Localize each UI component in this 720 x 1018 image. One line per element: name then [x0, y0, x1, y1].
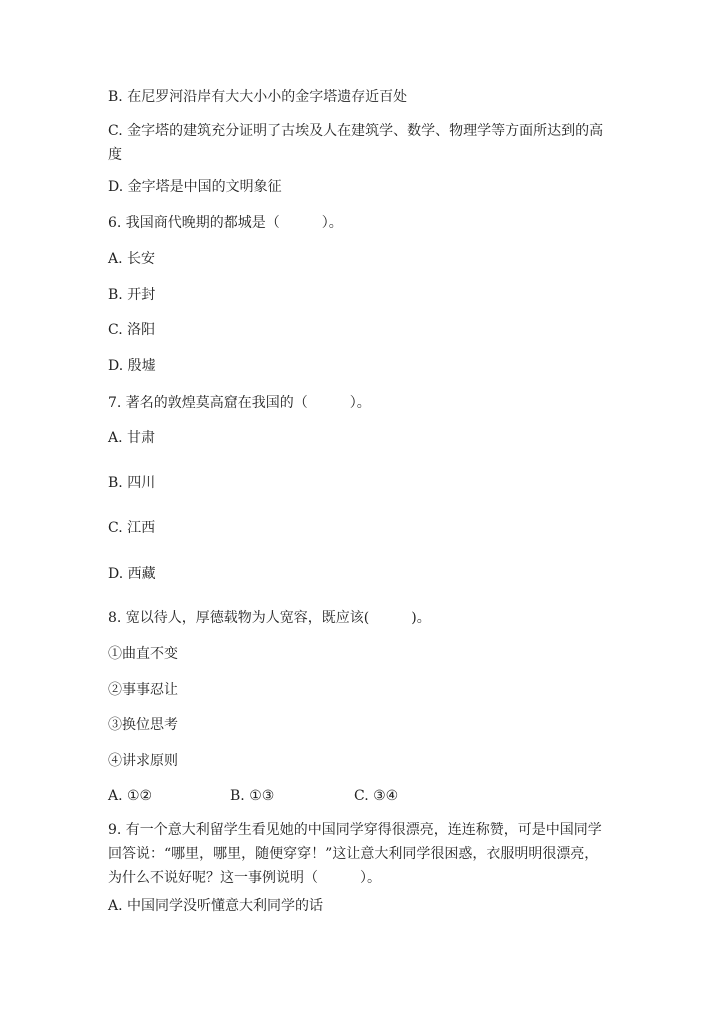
q6-option-b: B. 开封	[108, 287, 156, 303]
q5-option-c: C. 金字塔的建筑充分证明了古埃及人在建筑学、数学、物理学等方面所达到的高度	[108, 123, 604, 163]
q5-option-d: D. 金字塔是中国的文明象征	[108, 179, 282, 195]
q8-option-c: C. ③④	[354, 788, 399, 804]
q9-option-a: A. 中国同学没听懂意大利同学的话	[108, 898, 324, 914]
q6-option-c: C. 洛阳	[108, 322, 156, 338]
q7-option-d: D. 西藏	[108, 566, 156, 582]
q7-question: 7. 著名的敦煌莫高窟在我国的（ ）。	[108, 395, 371, 411]
q7-option-c: C. 江西	[108, 520, 156, 536]
q8-question: 8. 宽以待人，厚德载物为人宽容，既应该( )。	[108, 610, 431, 626]
q8-statement-1: ①曲直不变	[108, 646, 178, 662]
q8-statement-3: ③换位思考	[108, 717, 178, 733]
q6-option-d: D. 殷墟	[108, 358, 156, 374]
q9-question: 9. 有一个意大利留学生看见她的中国同学穿得很漂亮，连连称赞，可是中国同学回答说：“哪里，哪里，随便穿穿！”这让意大利同学很困惑，衣服明明很漂亮，为什么不说好呢？这一事例说明（ ）。	[108, 822, 602, 886]
q6-question: 6. 我国商代晚期的都城是（ ）。	[108, 215, 343, 231]
q6-option-a: A. 长安	[108, 251, 156, 267]
q5-option-b: B. 在尼罗河沿岸有大大小小的金字塔遗存近百处	[108, 89, 408, 105]
q7-option-b: B. 四川	[108, 475, 156, 491]
q8-statement-2: ②事事忍让	[108, 682, 178, 698]
q7-option-a: A. 甘肃	[108, 430, 156, 446]
q8-option-b: B. ①③	[230, 788, 275, 804]
q8-option-a: A. ①②	[108, 788, 153, 804]
q8-options-row	[108, 786, 528, 806]
q8-statement-4: ④讲求原则	[108, 753, 178, 769]
